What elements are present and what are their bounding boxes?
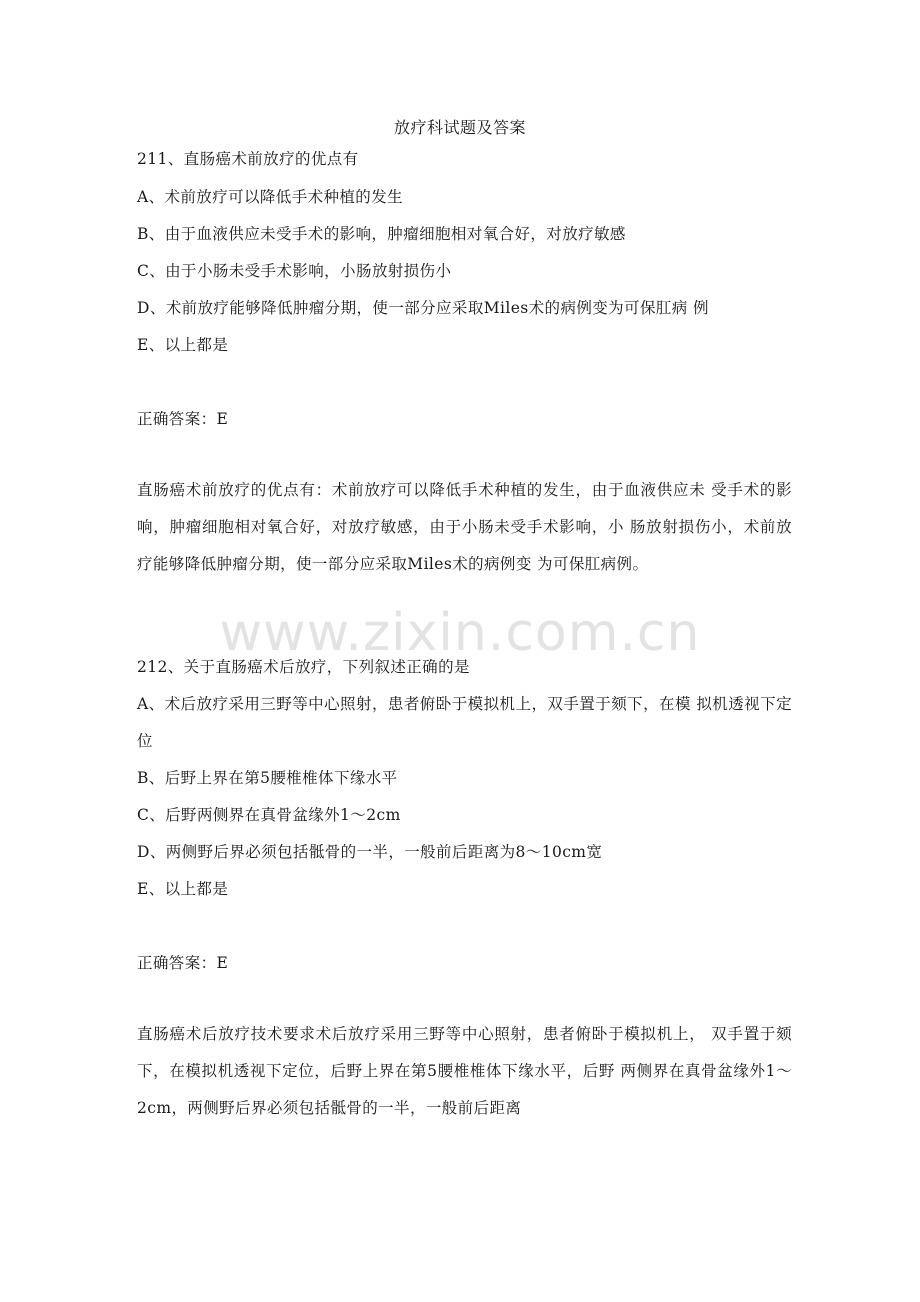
- question-212-option-d: D、两侧野后界必须包括骶骨的一半，一般前后距离为8～10cm宽: [137, 843, 603, 861]
- page-title: 放疗科试题及答案: [393, 118, 526, 137]
- question-212-option-b: B、后野上界在第5腰椎椎体下缘水平: [137, 769, 398, 787]
- question-212-answer: 正确答案：E: [137, 954, 229, 972]
- question-211-option-b: B、由于血液供应未受手术的影响，肿瘤细胞相对氧合好，对放疗敏感: [137, 225, 626, 243]
- question-212-option-a: A、术后放疗采用三野等中心照射，患者俯卧于模拟机上，双手置于颏下，在模 拟机透视下定位: [137, 695, 792, 750]
- question-211-stem: 211、直肠癌术前放疗的优点有: [137, 150, 359, 168]
- question-211-explanation: 直肠癌术前放疗的优点有：术前放疗可以降低手术种植的发生，由于血液供应未 受手术的影响，肿瘤细胞相对氧合好，对放疗敏感，由于小肠未受手术影响，小 肠放射损伤小，术前放疗能够降低肿瘤分期，使一部分应采取Miles术的病例变 为可保肛病例。: [137, 481, 792, 573]
- question-212-option-c: C、后野两侧界在真骨盆缘外1～2cm: [137, 806, 401, 824]
- question-212-explanation: 直肠癌术后放疗技术要求术后放疗采用三野等中心照射，患者俯卧于模拟机上， 双手置于颏下，在模拟机透视下定位，后野上界在第5腰椎椎体下缘水平，后野 两侧界在真骨盆缘外1～2cm，两侧野后界必须包括骶骨的一半，一般前后距离: [137, 1025, 792, 1117]
- question-212-stem: 212、关于直肠癌术后放疗，下列叙述正确的是: [137, 658, 470, 676]
- question-211-option-a: A、术前放疗可以降低手术种植的发生: [137, 188, 403, 206]
- question-212-option-e: E、以上都是: [137, 880, 229, 898]
- question-211-option-c: C、由于小肠未受手术影响，小肠放射损伤小: [137, 262, 452, 280]
- question-211-answer: 正确答案：E: [137, 410, 229, 428]
- watermark: www.zixin.com.cn: [219, 603, 701, 663]
- question-211-option-d: D、术前放疗能够降低肿瘤分期，使一部分应采取Miles术的病例变为可保肛病 例: [137, 299, 709, 317]
- question-211-option-e: E、以上都是: [137, 336, 229, 354]
